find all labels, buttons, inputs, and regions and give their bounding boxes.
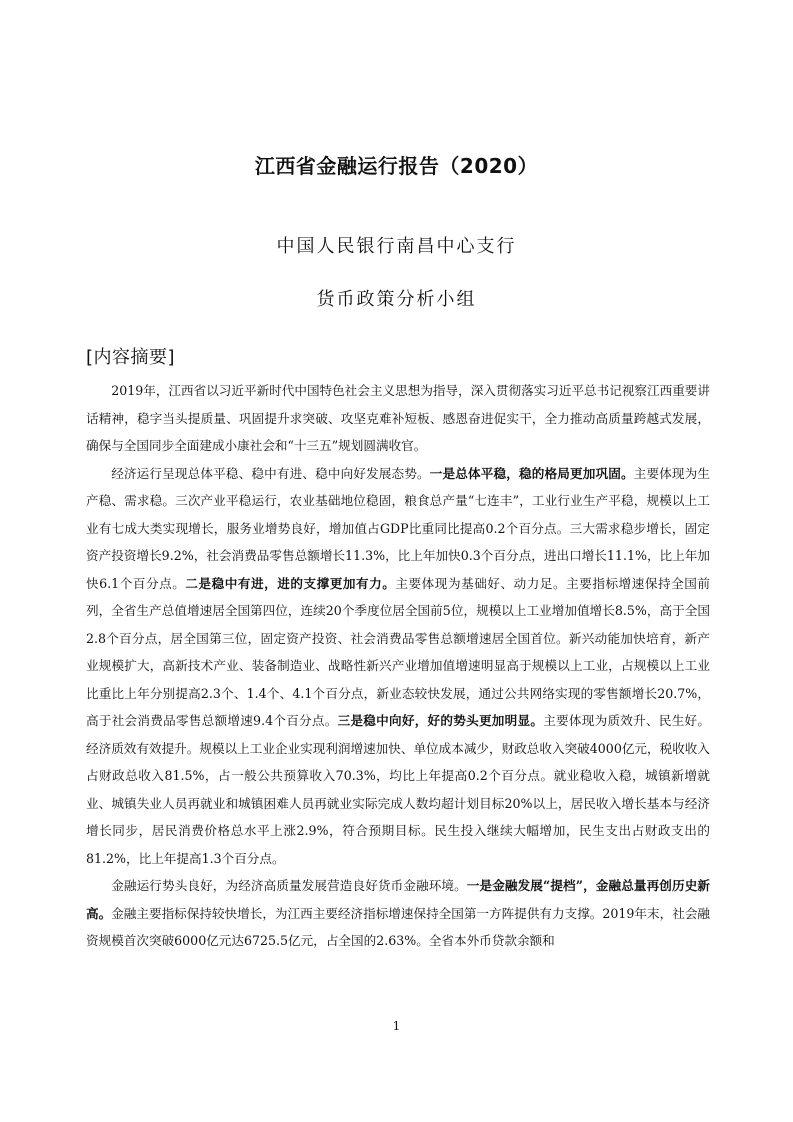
bold-point-three: 三是稳中向好，好的势头更加明显。 — [337, 713, 544, 728]
paragraph-economy — [86, 460, 710, 873]
report-title: 江西省金融运行报告（2020） — [254, 154, 539, 178]
page-number: 1 — [392, 1019, 401, 1033]
paragraph-text: 经济运行呈现总体平稳、稳中有进、稳中向好发展态势。 — [111, 465, 430, 481]
bold-point-one: 一是总体平稳，稳的格局更加巩固。 — [429, 465, 634, 481]
paragraph-text: 主要体现为生产稳、需求稳。三次产业平稳运行，农业基础地位稳固，粮食总产量“七连丰”，工业行业生产平稳，规模以上工业有七成大类实现增长，服务业增势良好，增加值占GDP比重同比提高0.2个百分点。三大需求稳步增长，固定资产投资增长9.2%，社会消费品零售总额增长11.3%，比上年加快0.3个百分点，进出口增长11.1%，比上年加快6.1个百分点。 — [86, 465, 711, 591]
paragraph-text: 金融运行势头良好，为经济高质量发展营造良好货币金融环境。 — [111, 878, 467, 893]
bold-point-two: 二是稳中有进，进的支撑更加有力。 — [185, 575, 396, 591]
author-organization: 中国人民银行南昌中心支行 — [276, 236, 517, 257]
paragraph-text: 主要体现为基础好、动力足。主要指标增速保持全国前列，全省生产总值增速居全国第四位，连续20个季度位居全国前5位，规模以上工业增加值增长8.5%，高于全国2.8个百分点，居全国第三位，固定资产投资、社会消费品零售总额增速居全国首位。新兴动能加快培育，新产业规模扩大，高新技术产业、装备制造业、战略性新兴产业增加值增速明显高于规模以上工业，占规模以上工业比重比上年分别提高2.3个、1.4个、4.1个百分点，新业态较快发展，通过公共网络实现的零售额增长20.7%，高于社会消费品零售总额增速9.4个百分点。 — [86, 575, 711, 728]
author-group: 货币政策分析小组 — [316, 289, 477, 310]
paragraph-finance — [86, 872, 710, 955]
abstract-body — [86, 377, 710, 955]
section-heading: [内容摘要] — [86, 347, 176, 368]
bold-point-finance: 一是金融发展“提档”，金融总量再创历史新高。 — [86, 878, 710, 921]
paragraph-text: 金融主要指标保持较快增长，为江西主要经济指标增速保持全国第一方阵提供有力支撑。2019年末，社会融资规模首次突破6000亿元达6725.5亿元，占全国的2.63%。全省本外币贷款余额和 — [86, 905, 711, 948]
paragraph-overview: 2019年，江西省以习近平新时代中国特色社会主义思想为指导，深入贯彻落实习近平总书记视察江西重要讲话精神，稳字当头提质量、巩固提升求突破、攻坚克难补短板、感恩奋进促实干，全力推动高质量跨越式发展，确保与全国同步全面建成小康社会和“十三五”规划圆满收官。 — [86, 383, 710, 453]
paragraph-text: 主要体现为质效升、民生好。经济质效有效提升。规模以上工业企业实现利润增速加快、单位成本减少，财政总收入突破4000亿元，税收收入占财政总收入81.5%，占一般公共预算收入70.3%，均比上年提高0.2个百分点。就业稳收入稳，城镇新增就业、城镇失业人员再就业和城镇困难人员再就业实际完成人数均超计划目标20%以上，居民收入增长基本与经济增长同步，居民消费价格总水平上涨2.9%，符合预期目标。民生投入继续大幅增加，民生支出占财政支出的81.2%，比上年提高1.3个百分点。 — [86, 713, 711, 866]
